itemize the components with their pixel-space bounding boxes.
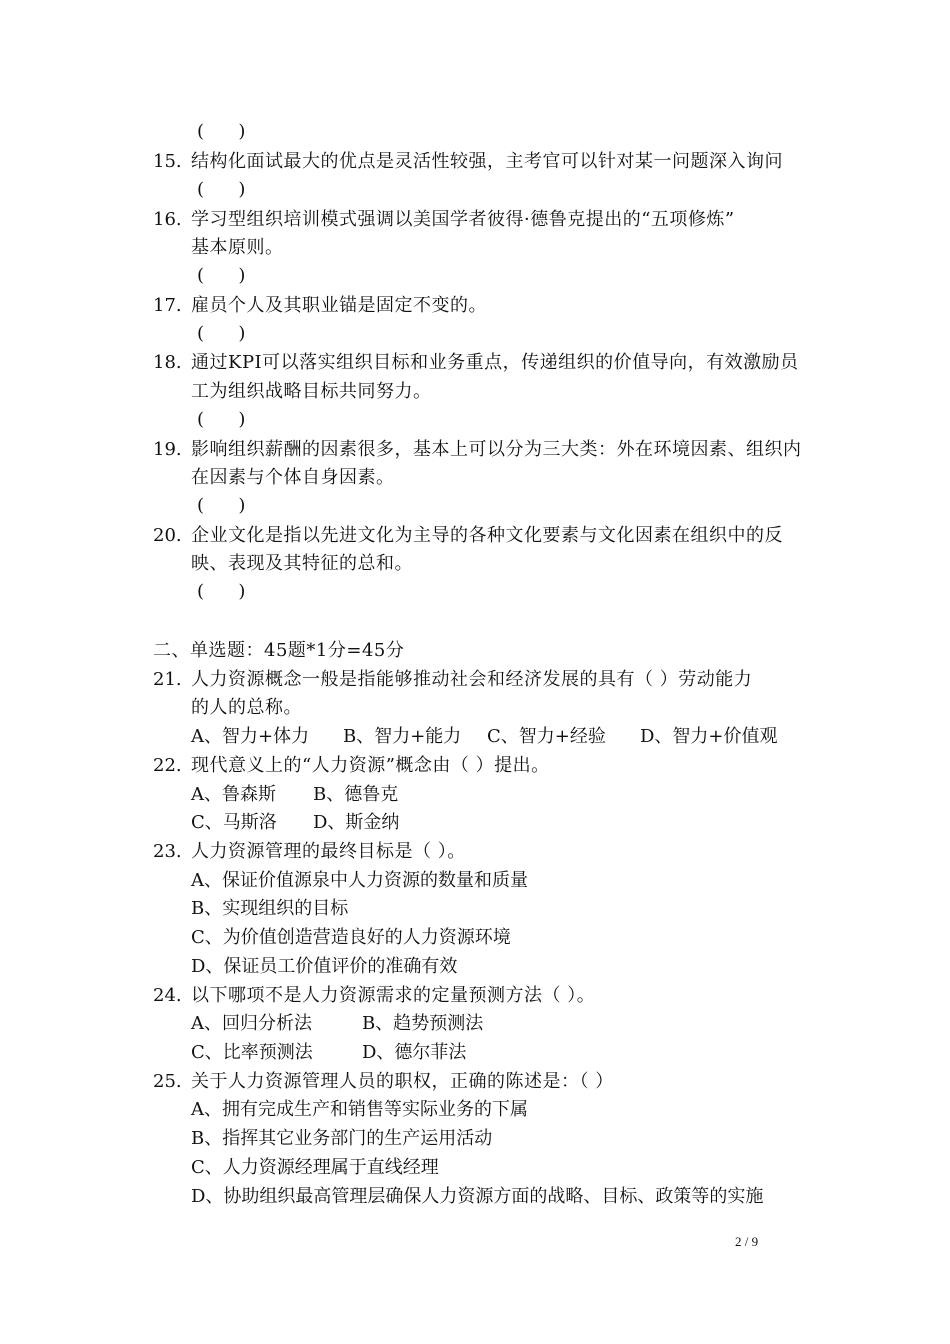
question-number: 20. xyxy=(153,525,182,546)
answer-bracket: ( ) xyxy=(197,409,246,430)
question-number: 21. xyxy=(153,669,182,690)
option-b: B、指挥其它业务部门的生产运用活动 xyxy=(191,1128,493,1149)
question-text: 人力资源概念一般是指能够推动社会和经济发展的具有（ ）劳动能力 xyxy=(191,669,753,690)
option-a: A、拥有完成生产和销售等实际业务的下属 xyxy=(191,1099,528,1120)
option-d: D、保证员工价值评价的准确有效 xyxy=(191,956,458,977)
question-text: 企业文化是指以先进文化为主导的各种文化要素与文化因素在组织中的反 xyxy=(191,525,783,546)
question-text: 学习型组织培训模式强调以美国学者彼得·德鲁克提出的“五项修炼” xyxy=(191,209,735,230)
option-a: A、回归分析法 xyxy=(191,1013,312,1034)
answer-bracket: ( ) xyxy=(197,265,246,286)
question-text: 人力资源管理的最终目标是（ ）。 xyxy=(191,841,466,862)
option-b: B、智力+能力 xyxy=(343,726,462,747)
question-number: 18. xyxy=(153,352,182,373)
section-title: 二、单选题：45题*1分=45分 xyxy=(153,640,405,661)
question-text: 的人的总称。 xyxy=(191,697,302,718)
question-text: 映、表现及其特征的总和。 xyxy=(191,553,413,574)
option-d: D、斯金纳 xyxy=(313,812,400,833)
question-text: 雇员个人及其职业锚是固定不变的。 xyxy=(191,295,487,316)
question-number: 22. xyxy=(153,755,182,776)
option-c: C、马斯洛 xyxy=(191,812,277,833)
question-text: 在因素与个体自身因素。 xyxy=(191,467,395,488)
question-text: 结构化面试最大的优点是灵活性较强，主考官可以针对某一问题深入询问 xyxy=(191,151,783,172)
question-number: 17. xyxy=(153,295,182,316)
question-text: 现代意义上的“人力资源”概念由（ ）提出。 xyxy=(191,755,550,776)
question-text: 以下哪项不是人力资源需求的定量预测方法（ ）。 xyxy=(191,985,596,1006)
option-d: D、协助组织最高管理层确保人力资源方面的战略、目标、政策等的实施 xyxy=(191,1186,764,1207)
question-number: 15. xyxy=(153,151,182,172)
answer-bracket: ( ) xyxy=(197,323,246,344)
question-text: 通过KPI可以落实组织目标和业务重点，传递组织的价值导向，有效激励员 xyxy=(191,352,799,373)
option-d: D、德尔菲法 xyxy=(362,1042,467,1063)
answer-bracket: ( ) xyxy=(197,121,246,142)
answer-bracket: ( ) xyxy=(197,179,246,200)
option-b: B、德鲁克 xyxy=(313,784,399,805)
question-text: 关于人力资源管理人员的职权，正确的陈述是：（ ） xyxy=(191,1071,614,1092)
answer-bracket: ( ) xyxy=(197,581,246,602)
option-a: A、智力+体力 xyxy=(191,726,310,747)
option-c: C、比率预测法 xyxy=(191,1042,313,1063)
option-b: B、实现组织的目标 xyxy=(191,898,349,919)
option-d: D、智力+价值观 xyxy=(640,726,778,747)
option-c: C、人力资源经理属于直线经理 xyxy=(191,1157,439,1178)
option-a: A、保证价值源泉中人力资源的数量和质量 xyxy=(191,870,528,891)
question-text: 工为组织战略目标共同努力。 xyxy=(191,381,432,402)
option-b: B、趋势预测法 xyxy=(362,1013,484,1034)
question-number: 16. xyxy=(153,209,182,230)
question-number: 25. xyxy=(153,1071,182,1092)
question-text: 基本原则。 xyxy=(191,237,284,258)
question-text: 影响组织薪酬的因素很多，基本上可以分为三大类：外在环境因素、组织内 xyxy=(191,439,802,460)
question-number: 19. xyxy=(153,439,182,460)
page-number: 2 / 9 xyxy=(735,1234,759,1249)
answer-bracket: ( ) xyxy=(197,495,246,516)
question-number: 24. xyxy=(153,985,182,1006)
option-a: A、鲁森斯 xyxy=(191,784,276,805)
option-c: C、智力+经验 xyxy=(487,726,606,747)
question-number: 23. xyxy=(153,841,182,862)
option-c: C、为价值创造营造良好的人力资源环境 xyxy=(191,927,511,948)
